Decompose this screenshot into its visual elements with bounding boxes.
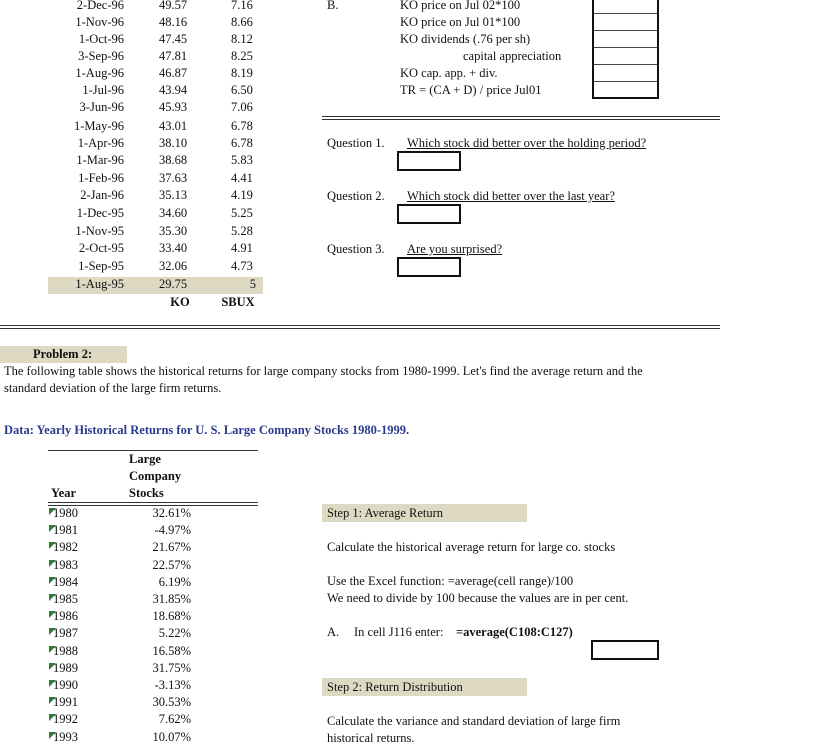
returns-header-top-line (48, 450, 258, 451)
section-divider-top (0, 325, 720, 326)
stock-sbux-cell: 5.83 (231, 153, 253, 167)
question-1-answer-box[interactable] (397, 151, 461, 171)
stock-ko-cell: 35.30 (159, 224, 188, 238)
stock-ko-cell: 37.63 (159, 171, 188, 185)
return-year-cell: 1981 (53, 523, 78, 538)
question-2-text: Which stock did better over the last year? (407, 189, 615, 203)
return-value-cell: 21.67% (152, 540, 191, 555)
stock-date-cell: 1-Jul-96 (82, 83, 124, 97)
return-value-cell: 6.19% (158, 574, 191, 589)
stock-sbux-cell: 6.78 (231, 136, 253, 150)
section-b-line-6: TR = (CA + D) / price Jul01 (400, 83, 542, 97)
question-2-answer-box[interactable] (397, 204, 461, 224)
stock-date-cell: 1-Aug-96 (75, 66, 124, 80)
stock-sbux-cell: 5.28 (231, 224, 253, 238)
question-3-answer-box[interactable] (397, 257, 461, 277)
question-3-text: Are you surprised? (407, 242, 503, 256)
stock-date-cell: 2-Dec-96 (76, 0, 124, 12)
stock-sbux-cell: 5.25 (231, 206, 253, 220)
stock-ko-cell: 46.87 (159, 66, 188, 80)
stock-sbux-cell: 4.91 (231, 241, 253, 255)
stock-sbux-cell: 8.25 (231, 49, 253, 63)
stock-ko-cell: 49.57 (159, 0, 188, 12)
return-value-cell: 7.62% (158, 712, 191, 727)
step-1-title: Step 1: Average Return (327, 506, 444, 520)
return-value-cell: 5.22% (158, 626, 191, 641)
stock-date-cell: 2-Jan-96 (80, 188, 124, 202)
ko-column-footer: KO (170, 295, 190, 309)
return-value-cell: 32.61% (152, 506, 191, 520)
return-year-cell: 1986 (53, 609, 78, 624)
step-1-desc: Calculate the historical average return for large co. stocks (327, 540, 616, 554)
section-b-label: B. (327, 0, 339, 12)
question-1-label: Question 1. (327, 136, 385, 150)
stock-date-cell: 1-Feb-96 (78, 171, 124, 185)
return-year-cell: 1988 (53, 643, 78, 658)
stock-date-cell: 1-Nov-96 (75, 15, 124, 29)
section-b-answer-cells[interactable] (592, 0, 659, 99)
stock-sbux-cell: 6.78 (231, 119, 253, 133)
return-value-cell: 18.68% (152, 609, 191, 624)
stock-ko-cell: 45.93 (159, 100, 188, 114)
stock-date-cell: 2-Oct-95 (78, 241, 124, 255)
stock-ko-cell: 47.45 (159, 32, 188, 46)
stock-ko-cell: 47.81 (159, 49, 188, 63)
section-b-line-1: KO price on Jul 02*100 (400, 0, 521, 12)
returns-header-col-line-3: Stocks (129, 486, 164, 500)
step-2-title: Step 2: Return Distribution (327, 680, 463, 694)
return-value-cell: 10.07% (152, 729, 191, 744)
stock-sbux-cell: 4.19 (231, 188, 253, 202)
stock-sbux-cell: 4.41 (231, 171, 253, 185)
return-value-cell: -4.97% (154, 523, 191, 538)
excel-instruction-line-1: Use the Excel function: =average(cell range)/100 (327, 574, 574, 588)
stock-date-cell: 1-Mar-96 (76, 153, 124, 167)
problem-2-title: Problem 2: (33, 347, 93, 361)
stock-ko-cell: 43.94 (159, 83, 188, 97)
data-table-title: Data: Yearly Historical Returns for U. S. Large Company Stocks 1980-1999. (4, 423, 410, 437)
stock-date-cell: 1-Dec-95 (76, 206, 124, 220)
return-year-cell: 1987 (53, 626, 78, 641)
stock-ko-cell: 33.40 (159, 241, 188, 255)
excel-instruction-line-2: We need to divide by 100 because the values are in per cent. (327, 591, 629, 605)
return-value-cell: -3.13% (154, 678, 191, 692)
problem-2-desc-line-1: The following table shows the historical returns for large company stocks from 1980-1999. Let's find the average return and the (4, 364, 643, 378)
step-2-desc-line-1: Calculate the variance and standard deviation of large firm (327, 714, 621, 728)
questions-separator-2 (322, 119, 720, 120)
section-divider-bottom (0, 328, 720, 329)
return-value-cell: 16.58% (152, 643, 191, 658)
stock-sbux-cell: 8.19 (231, 66, 253, 80)
returns-header-year: Year (51, 486, 76, 500)
stock-date-cell: 1-Sep-95 (78, 259, 124, 273)
return-year-cell: 1990 (53, 678, 78, 692)
step-2-desc-line-2: historical returns. (327, 731, 415, 745)
returns-header-col-line-1: Large (129, 452, 161, 466)
return-value-cell: 30.53% (152, 695, 191, 710)
return-year-cell: 1992 (53, 712, 78, 727)
stock-ko-cell: 48.16 (159, 15, 188, 29)
section-b-line-4: capital appreciation (463, 49, 562, 63)
question-2-label: Question 2. (327, 189, 385, 203)
stock-sbux-cell: 7.16 (231, 0, 253, 12)
stock-ko-cell: 29.75 (159, 277, 188, 291)
step-a-text: In cell J116 enter: (354, 625, 444, 639)
returns-header-bottom-line (48, 502, 258, 503)
return-year-cell: 1991 (53, 695, 78, 710)
stock-ko-cell: 35.13 (159, 188, 188, 202)
stock-date-cell: 3-Sep-96 (78, 49, 124, 63)
section-b-line-2: KO price on Jul 01*100 (400, 15, 521, 29)
step-a-label: A. (327, 625, 340, 639)
stock-sbux-cell: 4.73 (231, 259, 253, 273)
problem-2-desc-line-2: standard deviation of the large firm returns. (4, 381, 222, 395)
return-year-cell: 1985 (53, 592, 78, 606)
return-year-cell: 1983 (53, 557, 78, 572)
questions-separator (322, 116, 720, 117)
stock-sbux-cell: 5 (249, 277, 256, 291)
question-3-label: Question 3. (327, 242, 385, 256)
stock-ko-cell: 32.06 (159, 259, 188, 273)
average-answer-box[interactable] (591, 640, 659, 660)
stock-sbux-cell: 8.12 (231, 32, 253, 46)
step-a-formula: =average(C108:C127) (456, 625, 573, 639)
section-b-line-3: KO dividends (.76 per sh) (400, 32, 531, 46)
stock-ko-cell: 43.01 (159, 119, 188, 133)
return-value-cell: 31.85% (152, 592, 191, 606)
stock-date-cell: 3-Jun-96 (79, 100, 124, 114)
stock-ko-cell: 34.60 (159, 206, 188, 220)
return-year-cell: 1980 (53, 506, 78, 520)
stock-ko-cell: 38.10 (159, 136, 188, 150)
sbux-column-footer: SBUX (221, 295, 255, 309)
question-1-text: Which stock did better over the holding period? (407, 136, 647, 150)
stock-sbux-cell: 7.06 (231, 100, 253, 114)
return-value-cell: 22.57% (152, 557, 191, 572)
stock-date-cell: 1-Oct-96 (78, 32, 124, 46)
return-year-cell: 1984 (53, 574, 78, 589)
return-value-cell: 31.75% (152, 660, 191, 675)
stock-date-cell: 1-Aug-95 (75, 277, 124, 291)
returns-header-col-line-2: Company (129, 469, 182, 483)
stock-ko-cell: 38.68 (159, 153, 188, 167)
section-b-line-5: KO cap. app. + div. (400, 66, 498, 80)
stock-date-cell: 1-Apr-96 (77, 136, 124, 150)
return-year-cell: 1989 (53, 660, 78, 675)
stock-date-cell: 1-May-96 (74, 119, 124, 133)
return-year-cell: 1982 (53, 540, 78, 555)
stock-date-cell: 1-Nov-95 (75, 224, 124, 238)
stock-sbux-cell: 6.50 (231, 83, 253, 97)
stock-sbux-cell: 8.66 (231, 15, 253, 29)
return-year-cell: 1993 (53, 729, 78, 744)
